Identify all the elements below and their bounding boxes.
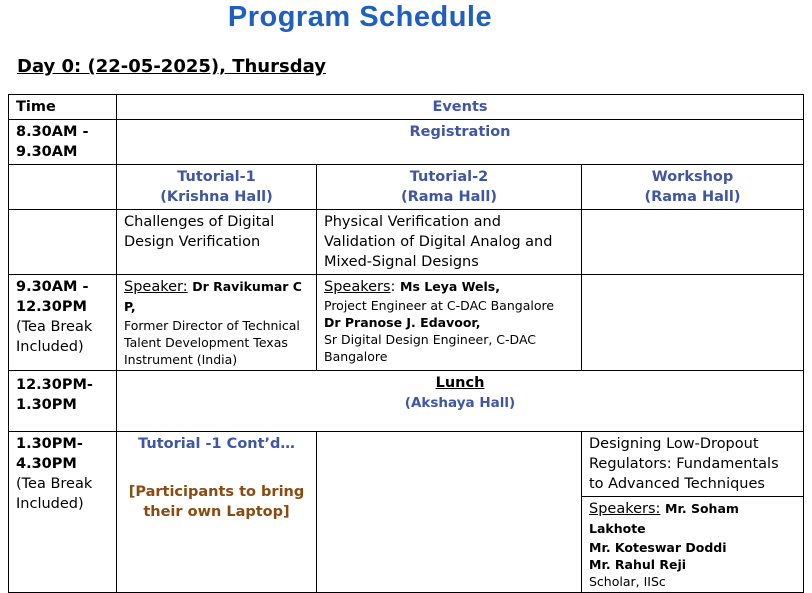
tutorial2-speakers: Speakers: Ms Leya Wels, Project Engineer at C-DAC Bangalore Dr Pranose J. Edavoor, Sr Digital Design Engineer, C-DAC Bangalore — [317, 275, 582, 371]
workshop-topic: Designing Low-Dropout Regulators: Fundamentals to Advanced Techniques — [582, 432, 804, 497]
registration-event: Registration — [117, 120, 804, 165]
speaker-desc: Scholar, IISc — [589, 574, 666, 589]
afternoon-time-line: (Tea Break — [16, 476, 93, 492]
speaker-name: Mr. Soham Lakhote — [589, 501, 739, 536]
tutorial2-topic: Physical Verification and Validation of Digital Analog and Mixed-Signal Designs — [317, 210, 582, 275]
sessions-header-row — [9, 165, 804, 210]
header-row — [9, 95, 804, 120]
afternoon-time-line: 1.30PM- — [16, 436, 83, 452]
speaker-name: Dr Pranose J. Edavoor, — [324, 315, 481, 330]
tutorial1-cont-label: Tutorial -1 Cont’d… — [138, 436, 295, 452]
tutorial2-afternoon-empty — [317, 432, 582, 593]
speaker-name: Ms Leya Wels, — [400, 279, 500, 294]
schedule-table — [8, 94, 804, 593]
morning-time-line: 9.30AM - — [16, 279, 89, 295]
tutorial2-name: Tutorial-2 — [409, 169, 489, 185]
tutorial1-continued — [117, 432, 317, 593]
day-heading: Day 0: (22-05-2025), Thursday — [17, 56, 326, 77]
speakers-label: Speakers — [324, 279, 391, 295]
speaker-desc: Project Engineer at C-DAC Bangalore — [324, 298, 555, 313]
header-time: Time — [9, 95, 117, 120]
tutorial1-hall: (Krishna Hall) — [160, 189, 273, 205]
tutorial2-header — [317, 165, 582, 210]
header-events: Events — [117, 95, 804, 120]
empty-time-cell — [9, 210, 117, 275]
laptop-note: [Participants to bring their own Laptop] — [128, 484, 305, 520]
lunch-label: Lunch — [435, 375, 485, 391]
speaker-desc: Sr Digital Design Engineer, C-DAC Bangalore — [324, 332, 537, 364]
speaker-name: Mr. Rahul Reji — [589, 557, 687, 572]
speaker-name: Dr Ravikumar C P, — [124, 279, 302, 314]
lunch-row — [9, 371, 804, 432]
empty-time-cell — [9, 165, 117, 210]
workshop-header — [582, 165, 804, 210]
registration-row — [9, 120, 804, 165]
topics-row — [9, 210, 804, 275]
morning-time-line: 12.30PM — [16, 299, 87, 315]
lunch-time-line: 1.30PM — [16, 397, 77, 413]
registration-time: 8.30AM - 9.30AM — [9, 120, 117, 165]
tutorial1-header — [117, 165, 317, 210]
afternoon-row-1 — [9, 432, 804, 497]
workshop-name: Workshop — [651, 169, 734, 185]
speakers-label: Speakers: — [589, 501, 661, 517]
tutorial2-hall: (Rama Hall) — [400, 189, 497, 205]
workshop-topic-empty — [582, 210, 804, 275]
tutorial1-name: Tutorial-1 — [177, 169, 256, 185]
morning-time-line: (Tea Break — [16, 319, 93, 335]
tutorial1-speaker — [117, 275, 317, 371]
workshop-speaker-empty — [582, 275, 804, 371]
lunch-time-line: 12.30PM- — [16, 377, 93, 393]
afternoon-time-line: Included) — [16, 496, 84, 512]
lunch-event — [117, 371, 804, 432]
speaker-desc: Former Director of Technical Talent Development Texas Instrument (India) — [124, 318, 300, 367]
morning-time — [9, 275, 117, 371]
morning-time-line: Included) — [16, 339, 84, 355]
lunch-hall: (Akshaya Hall) — [404, 395, 516, 411]
tutorial1-topic: Challenges of Digital Design Verification — [117, 210, 317, 275]
afternoon-time-line: 4.30PM — [16, 456, 77, 472]
afternoon-time — [9, 432, 117, 593]
workshop-hall: (Rama Hall) — [644, 189, 741, 205]
page-title: Program Schedule — [227, 1, 493, 33]
speaker-label: Speaker: — [124, 279, 188, 295]
morning-speakers-row — [9, 275, 804, 371]
workshop-speakers — [582, 497, 804, 593]
lunch-time — [9, 371, 117, 432]
speaker-name: Mr. Koteswar Doddi — [589, 540, 727, 555]
